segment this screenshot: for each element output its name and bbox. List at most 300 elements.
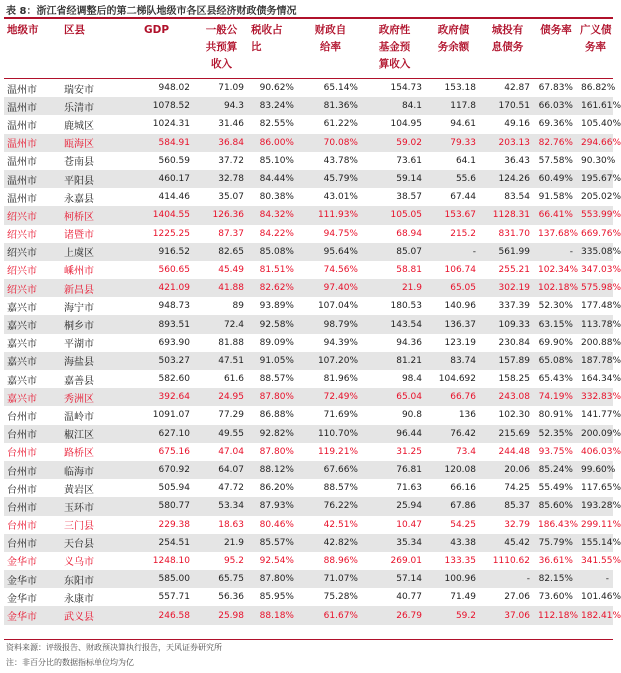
cell-gdp: 916.52 (118, 243, 194, 261)
cell-budget: 32.78 (194, 170, 248, 188)
cell-city: 温州市 (7, 193, 37, 205)
col-ratio (534, 19, 577, 79)
cell-county: 乐清市 (61, 97, 118, 115)
cell-city: 嘉兴市 (4, 388, 61, 406)
table-row (4, 261, 613, 279)
cell-self: 97.40% (298, 279, 362, 297)
cell-tax: 80.38% (259, 192, 294, 203)
cell-county: 海宁市 (64, 302, 94, 314)
cell-ratio: 186.43% (534, 516, 577, 534)
cell-lgfv: 157.89 (480, 352, 534, 370)
cell-tax: 86.88% (259, 410, 294, 421)
col-city (4, 19, 61, 79)
table-row (4, 534, 613, 552)
table-row (4, 170, 613, 188)
col-gdp (118, 19, 194, 79)
cell-tax: 87.80% (248, 570, 298, 588)
cell-tax: 84.44% (248, 170, 298, 188)
cell-budget: 126.36 (194, 206, 248, 224)
cell-ratio: 91.58% (538, 192, 573, 203)
cell-self: 43.01% (323, 192, 358, 203)
cell-debt: 140.96 (444, 301, 476, 312)
cell-budget: 94.3 (194, 97, 248, 115)
cell-county: 玉环市 (61, 497, 118, 515)
cell-tax: 91.05% (248, 352, 298, 370)
cell-tax: 88.12% (248, 461, 298, 479)
county-finance-table (4, 19, 621, 625)
cell-county: 上虞区 (61, 243, 118, 261)
cell-self: 42.82% (298, 534, 362, 552)
cell-city: 金华市 (4, 606, 61, 624)
cell-debt: 104.692 (438, 374, 476, 385)
cell-budget: 95.2 (194, 552, 248, 570)
cell-tax: 87.80% (248, 443, 298, 461)
cell-city: 温州市 (4, 170, 61, 188)
cell-broad: 90.30% (581, 155, 616, 166)
cell-lgfv: 109.33 (480, 315, 534, 333)
cell-city: 台州市 (4, 534, 61, 552)
cell-self: 95.64% (298, 243, 362, 261)
cell-lgfv: 831.70 (480, 225, 534, 243)
cell-city: 台州市 (4, 425, 61, 443)
cell-lgfv: 1128.31 (480, 206, 534, 224)
cell-ratio: 102.34% (534, 261, 577, 279)
cell-tax: 85.95% (259, 592, 294, 603)
cell-debt: 73.4 (426, 443, 480, 461)
cell-county: 嵊州市 (61, 261, 118, 279)
cell-broad: 86.82% (581, 83, 616, 94)
cell-tax: 87.93% (248, 497, 298, 515)
cell-budget: 36.84 (194, 134, 248, 152)
cell-tax: 88.57% (259, 374, 294, 385)
cell-city: 温州市 (7, 84, 37, 96)
cell-city: 绍兴市 (4, 243, 61, 261)
cell-fund: 73.61 (396, 155, 422, 166)
cell-lgfv: 243.08 (480, 388, 534, 406)
cell-ratio: 69.36% (538, 119, 573, 130)
cell-budget: 89 (232, 301, 244, 312)
cell-budget: 56.36 (218, 592, 244, 603)
cell-broad: 195.67% (577, 170, 613, 188)
table-row (4, 352, 613, 370)
table-title: 表 8：浙江省经调整后的第二梯队地级市各区县经济财政债务情况 (6, 6, 297, 17)
col-ratio-l1: 债务率 (540, 24, 572, 36)
cell-self: 88.57% (323, 483, 358, 494)
col-budget (194, 19, 248, 79)
cell-debt: 133.35 (426, 552, 480, 570)
cell-tax: 90.62% (259, 83, 294, 94)
cell-self: 81.96% (323, 374, 358, 385)
cell-broad: 193.28% (577, 497, 613, 515)
cell-county: 天台县 (61, 534, 118, 552)
cell-lgfv: 203.13 (480, 134, 534, 152)
cell-ratio: 85.24% (534, 461, 577, 479)
cell-broad: 335.08% (577, 243, 613, 261)
cell-tax: 84.22% (248, 225, 298, 243)
table-row (4, 516, 613, 534)
cell-gdp: 670.92 (118, 461, 194, 479)
cell-fund: 96.44 (362, 425, 426, 443)
cell-budget: 77.29 (218, 410, 244, 421)
cell-lgfv: 20.06 (480, 461, 534, 479)
cell-ratio: - (534, 243, 577, 261)
cell-fund: 76.81 (362, 461, 426, 479)
cell-fund: 26.79 (362, 606, 426, 624)
cell-fund: 25.94 (362, 497, 426, 515)
cell-debt: 79.33 (426, 134, 480, 152)
cell-broad: 553.99% (577, 206, 613, 224)
cell-self: 76.22% (298, 497, 362, 515)
cell-debt: 123.19 (444, 337, 476, 348)
col-budget-l2: 共预算 (205, 41, 238, 53)
cell-tax: 92.82% (248, 425, 298, 443)
cell-gdp: 585.00 (118, 570, 194, 588)
cell-broad: 187.78% (577, 352, 613, 370)
cell-debt: 120.08 (426, 461, 480, 479)
cell-tax: 88.18% (248, 606, 298, 624)
col-tax-l2: 比 (251, 41, 262, 53)
cell-gdp: 675.16 (118, 443, 194, 461)
source-note: 资料来源：评级报告、财政预决算执行报告，天风证券研究所 (6, 643, 222, 652)
cell-fund: 57.14 (362, 570, 426, 588)
cell-lgfv: 215.69 (480, 425, 534, 443)
cell-lgfv: 244.48 (480, 443, 534, 461)
table-row (4, 79, 613, 98)
cell-broad: 347.03% (577, 261, 613, 279)
cell-city: 台州市 (7, 411, 37, 423)
cell-self: 61.67% (298, 606, 362, 624)
cell-lgfv: 230.84 (498, 337, 530, 348)
cell-self: 81.36% (298, 97, 362, 115)
cell-lgfv: 45.42 (480, 534, 534, 552)
table-row (4, 134, 613, 152)
table-row (4, 279, 613, 297)
cell-broad: - (577, 570, 613, 588)
cell-tax: 86.00% (248, 134, 298, 152)
cell-broad: 117.65% (581, 483, 621, 494)
col-lgfv-l2: 息债务 (491, 41, 524, 53)
cell-fund: 94.36 (396, 337, 422, 348)
cell-self: 65.14% (323, 83, 358, 94)
cell-ratio: 137.68% (534, 225, 577, 243)
cell-ratio: 69.90% (538, 337, 573, 348)
table-row (4, 152, 613, 170)
cell-debt: - (426, 243, 480, 261)
cell-self: 72.49% (298, 388, 362, 406)
cell-lgfv: 170.51 (480, 97, 534, 115)
cell-broad: 575.98% (577, 279, 613, 297)
cell-ratio: 93.75% (534, 443, 577, 461)
table-row (4, 243, 613, 261)
col-self-l2: 给率 (320, 41, 341, 53)
cell-city: 台州市 (4, 516, 61, 534)
cell-broad: 294.66% (577, 134, 613, 152)
cell-broad: 99.60% (577, 461, 613, 479)
cell-city: 台州市 (4, 497, 61, 515)
cell-tax: 93.89% (259, 301, 294, 312)
col-tax (248, 19, 298, 79)
table-row (4, 406, 613, 424)
cell-city: 绍兴市 (4, 279, 61, 297)
cell-debt: 117.8 (426, 97, 480, 115)
cell-budget: 49.55 (194, 425, 248, 443)
cell-debt: 66.16 (450, 483, 476, 494)
cell-debt: 43.38 (426, 534, 480, 552)
cell-gdp: 505.94 (158, 483, 190, 494)
table-row (4, 370, 613, 388)
cell-budget: 53.34 (194, 497, 248, 515)
cell-gdp: 693.90 (158, 337, 190, 348)
cell-gdp: 229.38 (118, 516, 194, 534)
col-self (298, 19, 362, 79)
cell-broad: 177.48% (581, 301, 621, 312)
cell-ratio: 55.49% (538, 483, 573, 494)
cell-lgfv: 561.99 (480, 243, 534, 261)
cell-budget: 47.51 (194, 352, 248, 370)
cell-budget: 24.95 (194, 388, 248, 406)
col-debt (426, 19, 480, 79)
cell-gdp: 254.51 (118, 534, 194, 552)
cell-ratio: 57.58% (538, 155, 573, 166)
cell-debt: 136.37 (426, 315, 480, 333)
cell-city: 嘉兴市 (7, 302, 37, 314)
cell-ratio: 66.41% (534, 206, 577, 224)
cell-lgfv: 27.06 (504, 592, 530, 603)
cell-self: 94.75% (298, 225, 362, 243)
cell-ratio: 67.83% (538, 83, 573, 94)
cell-city: 温州市 (7, 120, 37, 132)
cell-debt: 83.74 (426, 352, 480, 370)
cell-ratio: 112.18% (534, 606, 577, 624)
cell-county: 平阳县 (61, 170, 118, 188)
cell-city: 台州市 (4, 443, 61, 461)
cell-tax: 92.54% (248, 552, 298, 570)
cell-fund: 59.14 (362, 170, 426, 188)
cell-fund: 10.47 (362, 516, 426, 534)
cell-debt: 100.96 (426, 570, 480, 588)
cell-ratio: 73.60% (538, 592, 573, 603)
cell-budget: 81.88 (218, 337, 244, 348)
cell-debt: 64.1 (455, 155, 476, 166)
cell-county: 苍南县 (64, 157, 94, 169)
cell-county: 椒江区 (61, 425, 118, 443)
cell-fund: 31.25 (362, 443, 426, 461)
cell-self: 75.28% (323, 592, 358, 603)
cell-fund: 98.4 (401, 374, 422, 385)
col-debt-l1: 政府债 (437, 24, 470, 36)
cell-self: 88.96% (298, 552, 362, 570)
cell-tax: 89.09% (259, 337, 294, 348)
cell-debt: 65.05 (426, 279, 480, 297)
table-row (4, 461, 613, 479)
cell-debt: 67.86 (426, 497, 480, 515)
cell-debt: 66.76 (426, 388, 480, 406)
cell-lgfv: 36.43 (504, 155, 530, 166)
cell-budget: 71.09 (218, 83, 244, 94)
cell-county: 瓯海区 (61, 134, 118, 152)
cell-fund: 38.57 (396, 192, 422, 203)
cell-lgfv: 83.54 (504, 192, 530, 203)
cell-city: 台州市 (4, 461, 61, 479)
cell-fund: 68.94 (362, 225, 426, 243)
cell-ratio: 65.08% (534, 352, 577, 370)
cell-budget: 45.49 (194, 261, 248, 279)
cell-county: 诸暨市 (61, 225, 118, 243)
cell-gdp: 246.58 (118, 606, 194, 624)
cell-self: 71.07% (298, 570, 362, 588)
cell-fund: 35.34 (362, 534, 426, 552)
table-row (4, 188, 613, 206)
cell-city: 温州市 (7, 157, 37, 169)
table-body (4, 79, 621, 625)
cell-ratio: 66.03% (534, 97, 577, 115)
cell-gdp: 893.51 (118, 315, 194, 333)
cell-budget: 35.07 (218, 192, 244, 203)
cell-gdp: 560.65 (118, 261, 194, 279)
cell-tax: 80.46% (248, 516, 298, 534)
cell-broad: 164.34% (581, 374, 621, 385)
cell-gdp: 948.73 (158, 301, 190, 312)
cell-city: 金华市 (4, 552, 61, 570)
cell-gdp: 627.10 (118, 425, 194, 443)
cell-broad: 155.14% (577, 534, 613, 552)
cell-gdp: 460.17 (118, 170, 194, 188)
col-county-label: 区县 (64, 24, 85, 36)
table-row (4, 425, 613, 443)
table-row (4, 97, 613, 115)
table-row (4, 443, 613, 461)
cell-ratio: 52.35% (534, 425, 577, 443)
cell-budget: 87.37 (194, 225, 248, 243)
cell-debt: 67.44 (450, 192, 476, 203)
cell-county: 嘉善县 (64, 375, 94, 387)
cell-tax: 85.08% (248, 243, 298, 261)
cell-debt: 76.42 (426, 425, 480, 443)
cell-county: 新昌县 (61, 279, 118, 297)
col-budget-l3: 收入 (211, 58, 232, 70)
cell-gdp: 582.60 (158, 374, 190, 385)
cell-lgfv: - (480, 570, 534, 588)
cell-debt: 94.61 (450, 119, 476, 130)
cell-city: 嘉兴市 (7, 375, 37, 387)
cell-gdp: 1225.25 (118, 225, 194, 243)
cell-gdp: 392.64 (118, 388, 194, 406)
cell-broad: 669.76% (577, 225, 613, 243)
col-city-label: 地级市 (7, 24, 39, 36)
cell-budget: 37.72 (218, 155, 244, 166)
cell-broad: 113.78% (577, 315, 613, 333)
cell-broad: 205.02% (581, 192, 621, 203)
header-row (4, 19, 613, 79)
cell-fund: 84.1 (362, 97, 426, 115)
cell-city: 绍兴市 (4, 261, 61, 279)
cell-self: 110.70% (298, 425, 362, 443)
cell-budget: 72.4 (194, 315, 248, 333)
cell-ratio: 82.76% (534, 134, 577, 152)
cell-county: 武义县 (61, 606, 118, 624)
col-budget-l1: 一般公 (205, 24, 238, 36)
cell-gdp: 948.02 (158, 83, 190, 94)
cell-ratio: 85.60% (534, 497, 577, 515)
col-debt-l2: 务余额 (437, 41, 470, 53)
cell-gdp: 557.71 (158, 592, 190, 603)
cell-budget: 41.88 (194, 279, 248, 297)
cell-county: 桐乡市 (61, 315, 118, 333)
cell-budget: 18.63 (194, 516, 248, 534)
cell-tax: 86.20% (259, 483, 294, 494)
cell-ratio: 75.79% (534, 534, 577, 552)
cell-fund: 21.9 (362, 279, 426, 297)
cell-broad: 332.83% (577, 388, 613, 406)
cell-ratio: 63.15% (534, 315, 577, 333)
cell-gdp: 1248.10 (118, 552, 194, 570)
cell-county: 柯桥区 (61, 206, 118, 224)
cell-city: 嘉兴市 (4, 352, 61, 370)
cell-ratio: 65.43% (538, 374, 573, 385)
cell-tax: 87.80% (248, 388, 298, 406)
table-row (4, 225, 613, 243)
cell-county: 东阳市 (61, 570, 118, 588)
cell-broad: 200.88% (581, 337, 621, 348)
cell-self: 61.22% (323, 119, 358, 130)
cell-self: 45.79% (298, 170, 362, 188)
cell-tax: 82.55% (259, 119, 294, 130)
cell-broad: 141.77% (581, 410, 621, 421)
table-row (4, 479, 613, 497)
cell-debt: 136 (458, 410, 476, 421)
table-row (4, 115, 613, 133)
table-row (4, 606, 613, 624)
cell-lgfv: 102.30 (498, 410, 530, 421)
col-lgfv (480, 19, 534, 79)
col-gdp-label: GDP (143, 24, 170, 36)
cell-city: 嘉兴市 (7, 339, 37, 351)
col-broad-l1: 广义债 (580, 24, 612, 36)
cell-broad: 200.09% (577, 425, 613, 443)
cell-self: 107.04% (317, 301, 358, 312)
cell-city: 金华市 (7, 593, 37, 605)
cell-self: 119.21% (298, 443, 362, 461)
cell-lgfv: 337.39 (498, 301, 530, 312)
cell-debt: 215.2 (426, 225, 480, 243)
cell-self: 42.51% (298, 516, 362, 534)
cell-city: 温州市 (4, 97, 61, 115)
table-row (4, 497, 613, 515)
cell-city: 绍兴市 (4, 225, 61, 243)
table-row (4, 206, 613, 224)
cell-tax: 84.32% (248, 206, 298, 224)
cell-fund: 90.8 (401, 410, 422, 421)
cell-self: 67.66% (298, 461, 362, 479)
table-row (4, 588, 613, 606)
cell-county: 三门县 (61, 516, 118, 534)
cell-county: 海盐县 (61, 352, 118, 370)
col-county (61, 19, 118, 79)
cell-ratio: 36.61% (534, 552, 577, 570)
cell-fund: 180.53 (390, 301, 422, 312)
cell-county: 永嘉县 (64, 193, 94, 205)
cell-county: 黄岩区 (64, 484, 94, 496)
cell-gdp: 1404.55 (118, 206, 194, 224)
cell-county: 永康市 (64, 593, 94, 605)
cell-budget: 21.9 (194, 534, 248, 552)
cell-fund: 85.07 (362, 243, 426, 261)
cell-debt: 106.74 (426, 261, 480, 279)
unit-note: 注：非百分比的数据指标单位均为亿 (6, 658, 134, 667)
cell-lgfv: 158.25 (498, 374, 530, 385)
cell-gdp: 503.27 (118, 352, 194, 370)
cell-city: 台州市 (7, 484, 37, 496)
